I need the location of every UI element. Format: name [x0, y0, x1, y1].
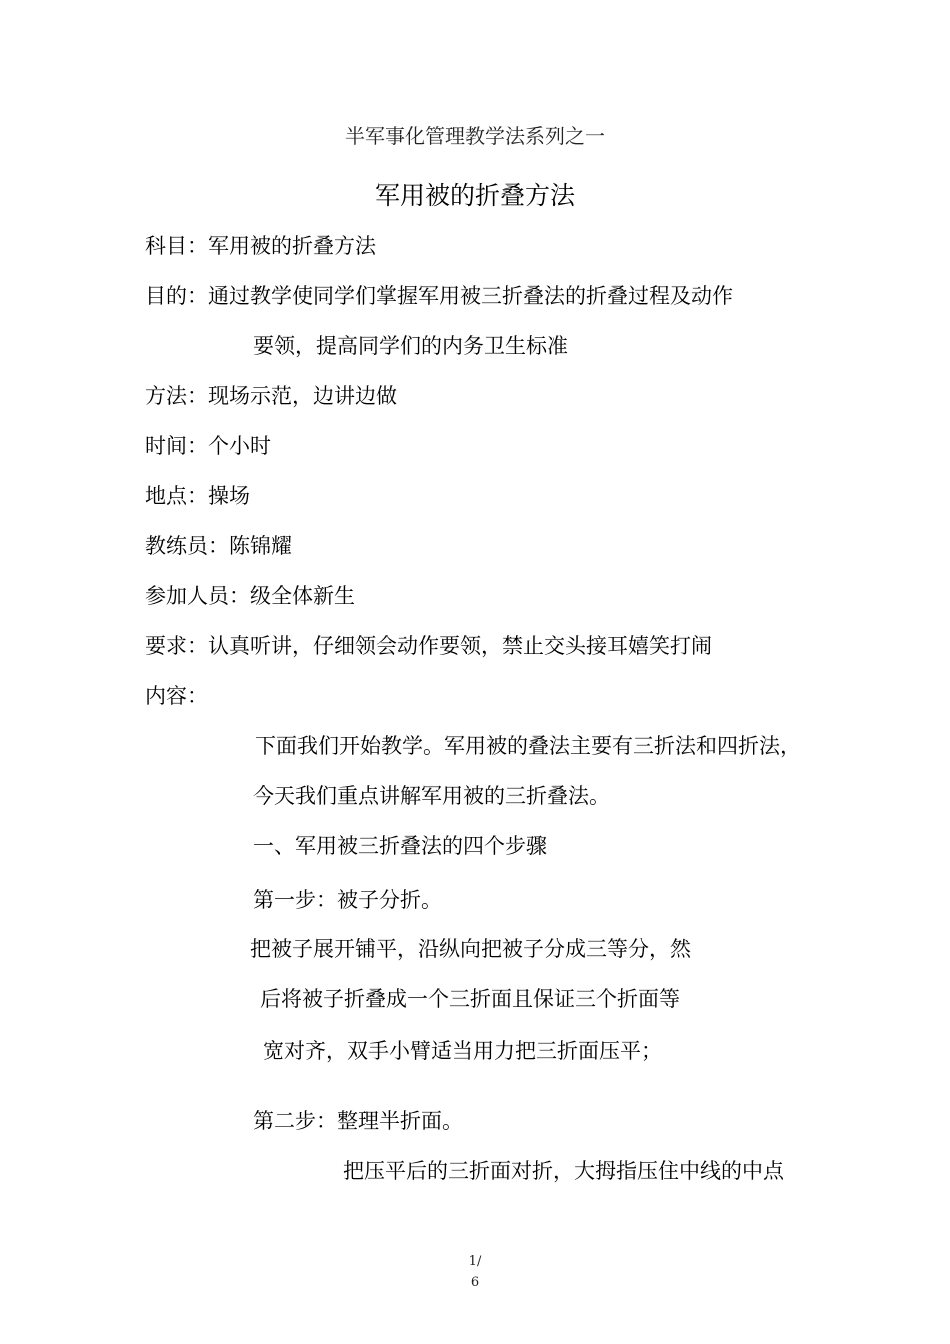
series-heading: 半军事化管理教学法系列之一	[345, 124, 605, 148]
step2-title: 第二步：整理半折面。	[253, 1109, 463, 1133]
field-method: 方法：现场示范，边讲边做	[145, 384, 397, 408]
page-number: 1/	[468, 1254, 482, 1269]
field-instructor: 教练员：陈锦耀	[145, 534, 292, 558]
section-heading: 一、军用被三折叠法的四个步骤	[253, 834, 547, 858]
step1-line-1: 把被子展开铺平，沿纵向把被子分成三等分，然	[250, 937, 691, 961]
step1-title: 第一步：被子分折。	[253, 888, 442, 912]
document-title: 军用被的折叠方法	[374, 181, 575, 210]
content-intro-line-2: 今天我们重点讲解军用被的三折叠法。	[253, 784, 610, 808]
step2-line-1: 把压平后的三折面对折，大拇指压住中线的中点	[343, 1159, 784, 1183]
field-place: 地点：操场	[145, 484, 250, 508]
step1-line-2: 后将被子折叠成一个三折面且保证三个折面等	[260, 987, 680, 1011]
content-intro-line-1: 下面我们开始教学。军用被的叠法主要有三折法和四折法，	[255, 734, 801, 758]
field-purpose-line-1: 目的：通过教学使同学们掌握军用被三折叠法的折叠过程及动作	[145, 284, 733, 308]
field-content-label: 内容：	[145, 684, 208, 708]
field-requirement: 要求：认真听讲，仔细领会动作要领，禁止交头接耳嬉笑打闹	[145, 634, 712, 658]
page-total: 6	[470, 1275, 480, 1290]
field-participants: 参加人员：级全体新生	[145, 584, 355, 608]
step1-line-3: 宽对齐，双手小臂适当用力把三折面压平；	[263, 1039, 662, 1063]
field-subject: 科目：军用被的折叠方法	[145, 234, 376, 258]
field-purpose-line-2: 要领，提高同学们的内务卫生标准	[253, 334, 568, 358]
field-time: 时间：个小时	[145, 434, 271, 458]
